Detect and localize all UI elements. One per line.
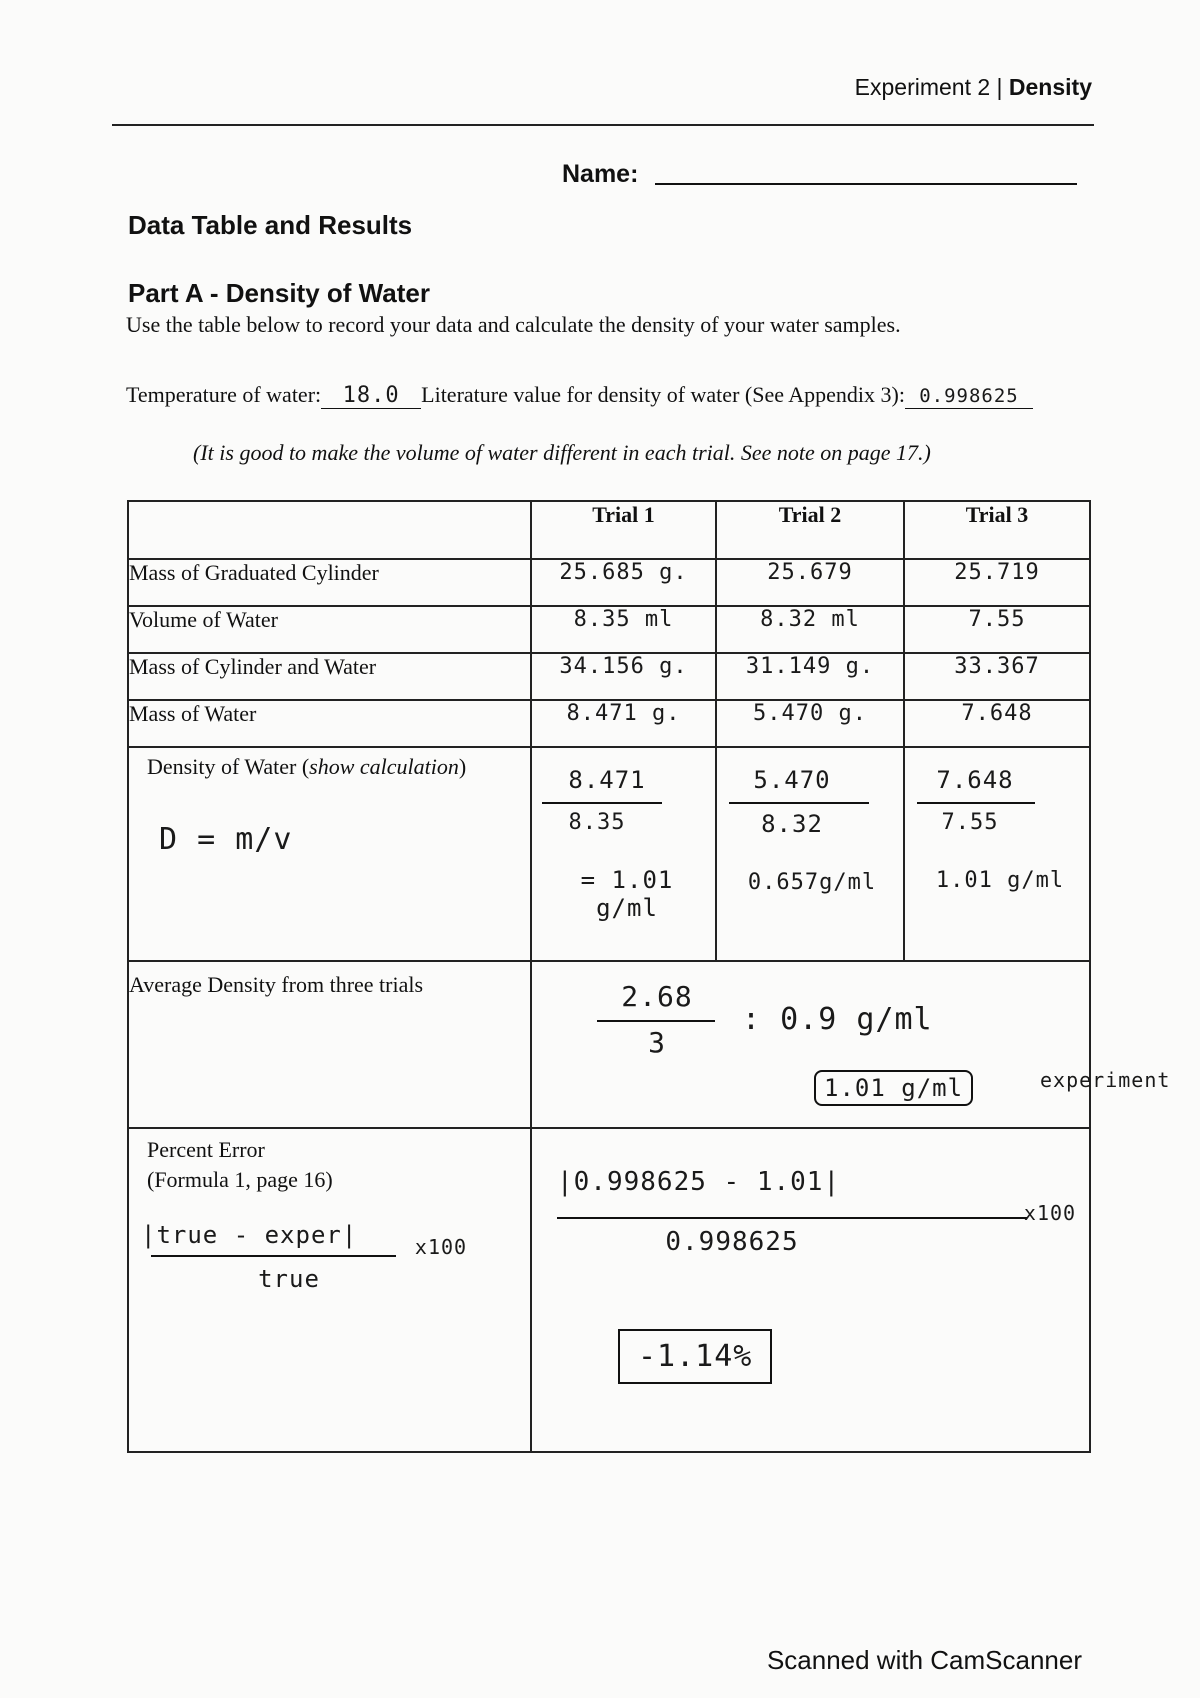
table-cell[interactable]: 8.35 ml [531,606,716,653]
percent-error-row [128,1128,1090,1452]
table-corner-cell [128,501,531,559]
row-label: Mass of Water [128,700,531,747]
average-boxed-value: 1.01 g/ml [814,1070,973,1106]
header-divider [112,124,1094,126]
table-row [128,559,1090,606]
fraction-bar [729,802,869,804]
table-row [128,700,1090,747]
temperature-label: Temperature of water: [126,382,322,407]
percent-error-formula-numerator: |true - exper| [141,1221,358,1249]
literature-field[interactable] [905,382,1033,409]
percent-error-reference: (Formula 1, page 16) [147,1167,333,1192]
instructions: Use the table below to record your data and calculate the density of your water samples. [126,312,901,337]
percent-error-calc-denominator: 0.998625 [665,1227,799,1257]
table-cell[interactable]: 25.679 [716,559,904,606]
table-cell[interactable]: 31.149 g. [716,653,904,700]
name-field[interactable] [655,183,1077,185]
density-result: 1.01 g/ml [935,868,1065,893]
table-cell[interactable]: 25.685 g. [531,559,716,606]
table-cell[interactable]: 8.471 g. [531,700,716,747]
average-note: experiment [1040,1068,1171,1092]
density-numerator: 7.648 [936,766,1014,794]
row-label: Volume of Water [128,606,531,653]
temperature-line [126,382,1033,409]
density-denominator: 8.35 [568,810,626,835]
row-label: Mass of Cylinder and Water [128,653,531,700]
average-label: Average Density from three trials [128,961,531,1128]
density-trial-3[interactable] [904,747,1090,961]
experiment-label: Experiment 2 | [854,74,1003,100]
density-row [128,747,1090,961]
row-label: Mass of Graduated Cylinder [128,559,531,606]
density-numerator: 5.470 [753,766,831,794]
fraction-bar [151,1255,396,1257]
density-formula: D = m/v [159,822,293,857]
experiment-title: Density [1008,74,1092,100]
header-trial-2: Trial 2 [716,501,904,559]
density-label-italic: show calculation [309,754,459,779]
table-cell[interactable]: 33.367 [904,653,1090,700]
percent-error-formula-denominator: true [258,1265,320,1293]
density-result: 0.657g/ml [747,870,877,895]
density-label-main: Density of Water ( [147,754,310,779]
density-result: = 1.01 g/ml [580,866,674,922]
average-row [128,961,1090,1128]
scanner-watermark: Scanned with CamScanner [766,1645,1082,1675]
density-label [147,754,466,780]
average-numerator: 2.68 [621,980,693,1013]
percent-error-label-cell [128,1128,531,1452]
header-text [855,74,1092,101]
fraction-bar [597,1020,715,1022]
table-header-row [128,501,1090,559]
percent-error-calc-multiplier: x100 [1023,1201,1077,1225]
table-cell[interactable]: 7.55 [904,606,1090,653]
average-cell[interactable] [531,961,1090,1128]
density-numerator: 8.471 [568,766,646,794]
density-trial-1[interactable] [531,747,716,961]
fraction-bar [917,802,1035,804]
percent-error-label: Percent Error [147,1137,265,1162]
density-denominator: 8.32 [761,810,823,838]
table-cell[interactable]: 5.470 g. [716,700,904,747]
table-row [128,606,1090,653]
temperature-field[interactable] [321,382,421,409]
percent-error-cell[interactable] [531,1128,1090,1452]
average-result: : 0.9 g/ml [742,1002,933,1037]
density-denominator: 7.55 [941,810,999,835]
volume-note: (It is good to make the volume of water different in each trial. See note on page 17.) [193,440,931,465]
density-trial-2[interactable] [716,747,904,961]
percent-error-result: -1.14% [618,1329,772,1384]
density-data-table [127,500,1091,1453]
density-label-end: ) [458,754,467,779]
temperature-value: 18.0 [342,383,400,408]
fraction-bar [557,1217,1027,1219]
table-cell[interactable]: 7.648 [904,700,1090,747]
fraction-bar [542,802,662,804]
percent-error-calc-numerator: |0.998625 - 1.01| [557,1167,841,1197]
percent-error-formula-multiplier: x100 [414,1235,468,1259]
table-cell[interactable]: 8.32 ml [716,606,904,653]
literature-value: 0.998625 [919,385,1019,407]
average-denominator: 3 [648,1026,666,1059]
part-title: Part A - Density of Water [128,278,430,308]
header-trial-3: Trial 3 [904,501,1090,559]
table-cell[interactable]: 25.719 [904,559,1090,606]
table-row [128,653,1090,700]
name-label: Name: [562,160,639,188]
section-title: Data Table and Results [128,210,413,240]
density-label-cell [128,747,531,961]
table-cell[interactable]: 34.156 g. [531,653,716,700]
literature-label: Literature value for density of water (See Appendix 3): [421,382,905,407]
header-trial-1: Trial 1 [531,501,716,559]
